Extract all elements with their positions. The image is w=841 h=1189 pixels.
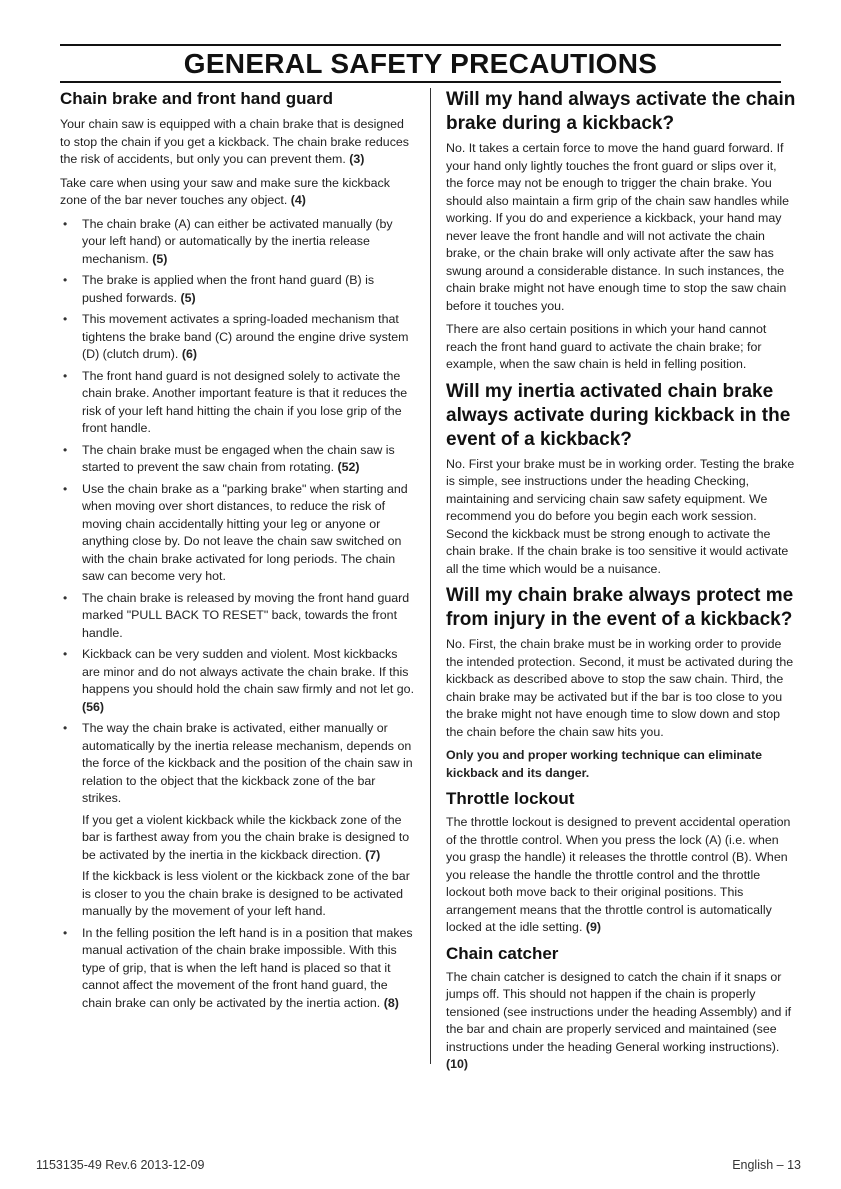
paragraph-text: The front hand guard is not designed solely to activate the chain brake. Another important feature is that it reduces the risk of your left hand hitting the chain if you lose grip of the front handle. <box>82 368 408 435</box>
list-item <box>60 646 416 716</box>
paragraph <box>82 272 416 307</box>
list-item <box>60 481 416 586</box>
paragraph <box>60 116 416 169</box>
section-heading-chain-catcher: Chain catcher <box>446 943 559 963</box>
section-heading-chain-brake: Chain brake and front hand guard <box>60 89 333 108</box>
figure-reference: (7) <box>365 847 381 862</box>
paragraph <box>446 969 796 1074</box>
figure-reference: (5) <box>152 251 168 266</box>
paragraph-text: The throttle lockout is designed to prevent accidental operation of the throttle control. When you press the lock (A) (i.e. when you grasp the handle) it releases the throttle control (B). When you release the handle the throttle control and the throttle lockout both move back to their original positions. This arrangement means that the throttle control is automatically locked at the idle setting. <box>446 815 791 934</box>
paragraph: No. First, the chain brake must be in working order to provide the intended protection. Second, it must be activated during the kickback as described above to stop the saw chain. Third, the chain brake may be activated but if the bar is too close to you the brake might not have enough time to slow down and stop the chain before the chain saw hits you. <box>446 637 794 739</box>
paragraph-text: This movement activates a spring-loaded mechanism that tightens the brake band (C) around the engine drive system (D) (clutch drum). <box>82 312 409 361</box>
list-item <box>60 368 416 438</box>
bullet-list <box>60 216 416 1013</box>
paragraph-text: If the kickback is less violent or the kickback zone of the bar is closer to you the chain brake is designed to be activated manually by the movement of your left hand. <box>82 869 410 918</box>
figure-reference: (3) <box>349 152 365 166</box>
figure-reference: (5) <box>180 290 196 305</box>
list-item <box>60 590 416 643</box>
list-item <box>60 442 416 477</box>
list-item <box>60 272 416 307</box>
paragraph <box>60 175 416 210</box>
document-id: 1153135-49 Rev.6 2013-12-09 <box>36 1158 205 1172</box>
paragraph <box>82 216 416 269</box>
paragraph-text: The chain catcher is designed to catch the chain if it snaps or jumps off. This should not happen if the chain is properly tensioned (see instructions under the heading Assembly) and if the bar and chain are properly serviced and maintained (see instructions under the heading General working instructions). <box>446 969 792 1054</box>
figure-reference: (10) <box>446 1057 469 1071</box>
paragraph-text: The chain brake (A) can either be activated manually (by your left hand) or automatically by the inertia release mechanism. <box>82 216 393 266</box>
paragraph <box>82 481 416 586</box>
paragraph-text: Use the chain brake as a "parking brake" when starting and when moving over short distances, to reduce the risk of moving chain accidentally hitting your leg or anyone or anything close by. Do not leave the chain saw switched on with the chain brake activated for long periods. The chain saw can become very hot. <box>82 481 408 583</box>
paragraph <box>82 868 416 921</box>
intro-paragraphs <box>60 116 416 210</box>
paragraph-text: In the felling position the left hand is in a position that makes manual activation of the chain brake impossible. With this type of grip, that is when the left hand is placed so that it cannot affect the movement of the front hand guard, the chain brake can only be activated by the inertia action. <box>82 925 413 1010</box>
section-heading-protect: Will my chain brake always protect me from injury in the event of a kickback? <box>446 585 794 630</box>
paragraph-text: The brake is applied when the front hand guard (B) is pushed forwards. <box>82 273 375 305</box>
warning-statement: Only you and proper working technique can eliminate kickback and its danger. <box>446 748 763 780</box>
paragraph-text: The way the chain brake is activated, either manually or automatically by the inertia release mechanism, depends on the force of the kickback and the position of the chain saw in relation to the object that the kickback zone of the bar strikes. <box>82 721 413 805</box>
paragraph <box>82 646 416 716</box>
section-heading-hand-activate: Will my hand always activate the chain brake during a kickback? <box>446 89 796 134</box>
paragraph <box>82 720 416 808</box>
paragraph <box>82 590 416 643</box>
paragraph-text: The chain brake is released by moving the front hand guard marked "PULL BACK TO RESET" back, towards the front handle. <box>82 590 410 640</box>
list-item <box>60 311 416 364</box>
figure-reference: (4) <box>290 193 306 207</box>
paragraph: No. It takes a certain force to move the hand guard forward. If your hand only lightly touches the front guard or slips over it, the force may not be enough to trigger the chain brake. You should also maintain a firm grip of the chain saw handles while working. If you do and experience a kickback, your hand may never leave the front handle and will not activate the chain brake, or the chain brake will only activate after the saw has swung around a considerable distance. In such instances, the chain brake might not have enough time to stop the saw chain before it touches you. <box>446 141 789 313</box>
paragraph: No. First your brake must be in working order. Testing the brake is simple, see instructions under the heading Checking, maintaining and servicing chain saw safety equipment. We recommend you do before you begin each work session. Second the kickback must be strong enough to activate the chain brake. If the chain brake is too sensitive it would activate all the time which would be a nuisance. <box>446 456 795 576</box>
page-number: English – 13 <box>732 1158 801 1172</box>
paragraph <box>82 311 416 364</box>
paragraph-text: Take care when using your saw and make sure the kickback zone of the bar never touches any object. <box>60 175 390 207</box>
page-title: GENERAL SAFETY PRECAUTIONS <box>183 48 658 79</box>
paragraph <box>82 925 416 1013</box>
paragraph-text: If you get a violent kickback while the kickback zone of the bar is farthest away from you the chain brake is designed to be activated by the inertia in the kickback direction. <box>82 812 410 862</box>
figure-reference: (52) <box>337 460 360 474</box>
section-heading-inertia: Will my inertia activated chain brake always activate during kickback in the event of a kickback? <box>446 380 791 450</box>
title-rule <box>60 81 781 83</box>
top-rule <box>60 44 781 46</box>
figure-reference: (56) <box>82 699 105 714</box>
paragraph-text: The chain brake must be engaged when the chain saw is started to prevent the saw chain from rotating. <box>82 442 395 474</box>
list-item <box>60 216 416 269</box>
figure-reference: (8) <box>383 995 399 1010</box>
paragraph-text: Kickback can be very sudden and violent. Most kickbacks are minor and do not always activate the chain brake. If this happens you should hold the chain saw firmly and not let go. <box>82 647 415 696</box>
paragraph <box>82 368 416 438</box>
figure-reference: (9) <box>585 920 601 934</box>
paragraph <box>446 814 796 937</box>
column-divider <box>430 88 431 1064</box>
list-item <box>60 925 416 1013</box>
section-heading-throttle-lockout: Throttle lockout <box>446 789 575 808</box>
right-column <box>446 88 796 1080</box>
figure-reference: (6) <box>181 347 197 361</box>
paragraph: There are also certain positions in which your hand cannot reach the front hand guard to activate the chain brake; for example, when the saw chain is held in felling position. <box>446 322 767 371</box>
list-item <box>60 720 416 921</box>
paragraph-text: Your chain saw is equipped with a chain brake that is designed to stop the chain if you get a kickback. The chain brake reduces the risk of accidents, but only you can prevent them. <box>60 117 409 166</box>
paragraph <box>82 442 416 477</box>
paragraph <box>82 812 416 865</box>
left-column <box>60 88 416 1016</box>
